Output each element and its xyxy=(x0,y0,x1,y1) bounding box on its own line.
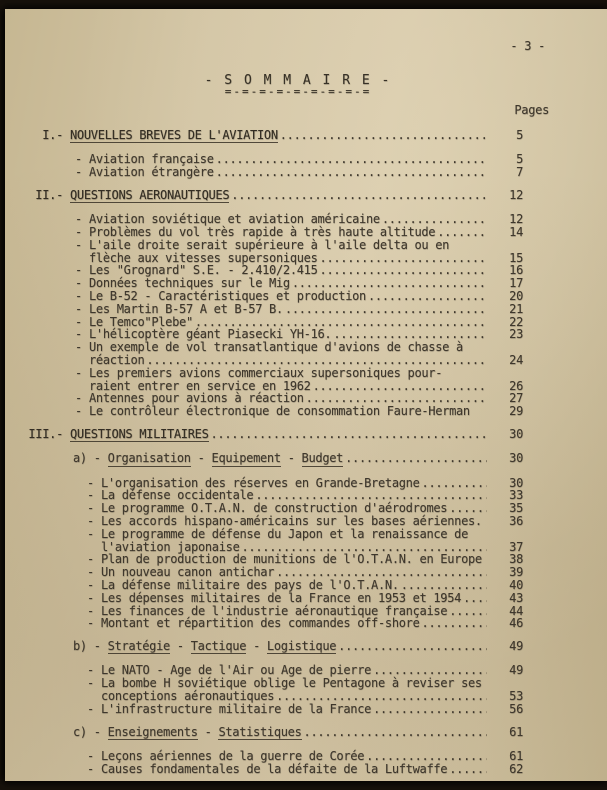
item-bullet: - xyxy=(75,365,89,380)
page-number-cell: 20 xyxy=(509,288,523,303)
item-text: Problèmes du vol très rapide à très haute altitude xyxy=(89,224,436,239)
item-bullet: - xyxy=(87,761,101,776)
page-number-cell: 61 xyxy=(509,724,523,739)
dot-leader xyxy=(231,189,487,202)
item-text: Montant et répartition des commandes off-shore xyxy=(101,616,420,631)
dot-leader xyxy=(216,153,487,166)
page-number-cell: 7 xyxy=(516,165,523,180)
subsection-heading-part: Statistiques xyxy=(218,724,302,739)
item-text: L'hélicoptère géant Piasecki YH-16. xyxy=(89,327,332,342)
page-number-cell: 16 xyxy=(509,263,523,278)
item-text: L'infrastructure militaire de la France xyxy=(101,701,372,716)
subsection-heading-part: Enseignements xyxy=(107,724,198,739)
item-bullet: - xyxy=(87,475,101,490)
item-text: L'organisation des réserves en Grande-Bretagne xyxy=(101,475,420,490)
item-text: La bombe H soviétique oblige le Pentagone à reviser ses xyxy=(101,676,482,691)
item-bullet: - xyxy=(75,301,89,316)
item-bullet: - xyxy=(75,263,89,278)
item-text: Plan de production de munitions de l'O.T.A.N. en Europe xyxy=(101,552,482,567)
subsection-heading-part: Budget xyxy=(301,451,344,466)
item-text: Le NATO - Age de l'Air ou Age de pierre xyxy=(101,663,372,678)
page-number-cell: 61 xyxy=(509,748,523,763)
document-page xyxy=(5,9,607,781)
page-number-cell: 5 xyxy=(516,152,523,167)
item-text: Le contrôleur électronique de consommation Faure-Herman xyxy=(89,404,470,419)
page-number-cell: 43 xyxy=(509,590,523,605)
section-numeral: III.- xyxy=(28,426,63,441)
pages-column-label: Pages xyxy=(514,103,549,117)
item-text: Leçons aériennes de la guerre de Corée xyxy=(101,748,365,763)
toc-item-row xyxy=(87,528,607,541)
page-number-cell: 29 xyxy=(509,404,523,419)
subsection-letter: a) - xyxy=(73,451,108,466)
toc-item-group xyxy=(5,477,607,631)
item-bullet: - xyxy=(75,276,89,291)
item-text: Aviation soviétique et aviation américaine xyxy=(89,212,380,227)
dot-leader xyxy=(373,703,487,716)
toc-item-row xyxy=(87,579,607,592)
dot-leader xyxy=(320,264,487,277)
toc-section xyxy=(5,129,607,179)
toc-item-row xyxy=(87,703,607,716)
dot-leader xyxy=(401,579,487,592)
dot-leader xyxy=(313,380,487,393)
page-number-cell: 46 xyxy=(509,616,523,631)
item-bullet: - xyxy=(75,404,89,419)
dot-leader xyxy=(276,566,487,579)
page-number-cell: 23 xyxy=(509,327,523,342)
item-bullet: - xyxy=(87,513,101,528)
item-bullet: - xyxy=(75,288,89,303)
toc-item-row xyxy=(87,566,607,579)
item-bullet: - xyxy=(87,748,101,763)
item-bullet: - xyxy=(75,165,89,180)
item-text: La défense occidentale xyxy=(101,488,254,503)
page-number-cell: 30 xyxy=(509,451,523,466)
page-number-cell: 22 xyxy=(509,314,523,329)
toc-item-row xyxy=(75,303,607,316)
toc-section-heading-row xyxy=(25,129,607,143)
toc-subsection-heading-row xyxy=(73,726,607,740)
page-number-cell: 26 xyxy=(509,378,523,393)
page-number-cell: 30 xyxy=(509,426,523,441)
item-text: Aviation française xyxy=(89,152,214,167)
page-number-cell: 37 xyxy=(509,539,523,554)
subsection-separator: - xyxy=(197,724,219,739)
toc-item-group xyxy=(5,664,607,715)
dot-leader xyxy=(338,640,487,653)
item-bullet: - xyxy=(87,701,101,716)
subsection-separator: - xyxy=(280,451,302,466)
page-number-cell: 30 xyxy=(509,475,523,490)
subsection-letter: c) - xyxy=(73,724,108,739)
dot-leader xyxy=(345,452,487,465)
dot-leader xyxy=(146,354,487,367)
page-number-cell: 27 xyxy=(509,391,523,406)
item-text: Le programme O.T.A.N. de construction d'aérodromes xyxy=(101,501,448,516)
item-text: Un exemple de vol transatlantique d'avions de chasse à xyxy=(89,340,463,355)
toc-subsection-heading-row xyxy=(73,640,607,654)
section-heading: QUESTIONS MILITAIRES xyxy=(70,426,209,441)
subsection-heading-part: Stratégie xyxy=(107,639,170,654)
item-text: raient entrer en service en 1962 xyxy=(89,378,311,393)
item-text: Les dépenses militaires de la France en 1953 et 1954 xyxy=(101,590,462,605)
page-number-cell: 62 xyxy=(509,761,523,776)
toc-item-row xyxy=(75,405,607,418)
item-bullet: - xyxy=(87,590,101,605)
page-number-cell: 21 xyxy=(509,301,523,316)
page-number-cell: 39 xyxy=(509,565,523,580)
page-number-cell: 17 xyxy=(509,276,523,291)
toc-section-heading-row xyxy=(25,428,607,442)
page-number-cell: 15 xyxy=(509,250,523,265)
item-text: Antennes pour avions à réaction xyxy=(89,391,304,406)
subsection-separator: - xyxy=(246,639,267,654)
item-text: conceptions aéronautiques xyxy=(101,688,275,703)
section-heading: QUESTIONS AERONAUTIQUES xyxy=(70,187,230,202)
page-number-cell: 5 xyxy=(516,128,523,142)
page-number-cell: 44 xyxy=(509,603,523,618)
toc-item-row xyxy=(75,290,607,303)
toc-section xyxy=(5,428,607,776)
dot-leader xyxy=(449,605,487,618)
item-text: Les premiers avions commerciaux supersoniques pour- xyxy=(89,365,443,380)
section-numeral: II.- xyxy=(35,187,63,202)
subsection-separator: - xyxy=(169,639,191,654)
page-number-cell: 12 xyxy=(509,187,523,202)
toc-item-row xyxy=(87,763,607,776)
item-text: Le programme de défense du Japon et la renaissance de xyxy=(101,526,469,541)
toc-item-row xyxy=(75,341,607,354)
dot-leader xyxy=(211,428,488,441)
page-number-cell: 56 xyxy=(509,701,523,716)
section-numeral: I.- xyxy=(42,128,63,142)
toc-item-row xyxy=(87,592,607,605)
toc-item-row xyxy=(87,690,607,703)
item-bullet: - xyxy=(75,212,89,227)
item-text: Les accords hispano-américains sur les bases aériennes. xyxy=(101,513,482,528)
dot-leader xyxy=(368,290,487,303)
item-text: Données techniques sur le Mig xyxy=(89,276,290,291)
dot-leader xyxy=(216,166,487,179)
subsection-heading-part: Organisation xyxy=(107,451,191,466)
subsection-heading-part: Tactique xyxy=(190,639,247,654)
item-text: réaction xyxy=(89,352,145,367)
toc-section-heading-row xyxy=(25,189,607,203)
subsection-separator: - xyxy=(190,451,212,466)
page-number-cell: 33 xyxy=(509,488,523,503)
dot-leader xyxy=(366,750,487,763)
subsection-heading-part: Logistique xyxy=(266,639,337,654)
item-bullet: - xyxy=(87,488,101,503)
dot-leader xyxy=(285,303,487,316)
toc-item-row xyxy=(75,239,607,252)
item-bullet xyxy=(87,690,101,703)
item-text: Les Martin B-57 A et B-57 B. xyxy=(89,301,283,316)
item-bullet: - xyxy=(87,526,101,541)
item-bullet: - xyxy=(75,391,89,406)
toc-item-row xyxy=(75,367,607,380)
page-number-cell: 53 xyxy=(509,688,523,703)
item-bullet: - xyxy=(87,565,101,580)
item-bullet: - xyxy=(87,663,101,678)
dot-leader xyxy=(449,502,487,515)
toc-item-row xyxy=(75,166,607,179)
item-bullet: - xyxy=(75,237,89,252)
toc-item-row xyxy=(75,354,607,367)
item-bullet: - xyxy=(75,224,89,239)
dot-leader xyxy=(276,690,487,703)
page-number-cell: 49 xyxy=(509,663,523,678)
item-bullet: - xyxy=(75,152,89,167)
item-bullet: - xyxy=(87,616,101,631)
dot-leader xyxy=(304,726,487,739)
page-number-cell: 35 xyxy=(509,501,523,516)
dot-leader xyxy=(437,226,487,239)
toc-section xyxy=(5,189,607,418)
toc-item-row xyxy=(87,515,607,528)
subsection-heading-part: Equipement xyxy=(211,451,281,466)
item-text: Les "Grognard" S.E. - 2.410/2.415 xyxy=(89,263,318,278)
page-number-cell: 49 xyxy=(509,639,523,654)
page-number-cell: 36 xyxy=(509,513,523,528)
page-number-cell: 38 xyxy=(509,552,523,567)
page-number-cell: 24 xyxy=(509,352,523,367)
page-number: - 3 - xyxy=(510,39,545,53)
item-text: Le B-52 - Caractéristiques et production xyxy=(89,288,366,303)
document-title: - S O M M A I R E - xyxy=(204,73,392,88)
toc-item-row xyxy=(75,226,607,239)
item-text: Un nouveau canon antichar xyxy=(101,565,275,580)
page-number-cell: 14 xyxy=(509,224,523,239)
item-text: L'aile droite serait supérieure à l'aile delta ou en xyxy=(89,237,450,252)
dot-leader xyxy=(463,592,487,605)
item-bullet: - xyxy=(75,327,89,342)
toc-item-row xyxy=(87,617,607,630)
item-text: flèche aux vitesses supersoniques xyxy=(89,250,318,265)
page-number-cell: 12 xyxy=(509,212,523,227)
item-bullet: - xyxy=(87,501,101,516)
subsection-letter: b) - xyxy=(73,639,108,654)
item-bullet: - xyxy=(75,314,89,329)
item-bullet: - xyxy=(87,603,101,618)
item-bullet: - xyxy=(75,340,89,355)
toc-item-group xyxy=(5,213,607,418)
item-bullet: - xyxy=(87,552,101,567)
toc-item-group xyxy=(5,750,607,776)
item-bullet: - xyxy=(87,577,101,592)
dot-leader xyxy=(320,252,487,265)
toc-item-row xyxy=(87,502,607,515)
title-underline: =-=-=-=-=-=-=-=-= xyxy=(224,85,372,98)
item-text: Les finances de l'industrie aéronautique française xyxy=(101,603,448,618)
section-heading: NOUVELLES BREVES DE L'AVIATION xyxy=(70,128,278,142)
dot-leader xyxy=(422,617,487,630)
item-text: Causes fondamentales de la défaite de la Luftwaffe xyxy=(101,761,448,776)
dot-leader xyxy=(280,129,487,142)
toc-item-group xyxy=(5,153,607,179)
title-block xyxy=(0,73,599,96)
item-text: l'aviation japonaise xyxy=(101,539,240,554)
item-text: Le Temco"Plebe" xyxy=(89,314,193,329)
dot-leader xyxy=(422,477,487,490)
toc-subsection-heading-row xyxy=(73,452,607,466)
item-bullet: - xyxy=(87,676,101,691)
table-of-contents xyxy=(5,129,607,775)
dot-leader xyxy=(449,763,487,776)
item-text: La défense militaire des pays de l'O.T.A.N. xyxy=(101,577,399,592)
page-number-cell: 40 xyxy=(509,577,523,592)
item-text: Aviation étrangère xyxy=(89,165,214,180)
toc-item-row xyxy=(87,750,607,763)
item-bullet xyxy=(75,354,89,367)
